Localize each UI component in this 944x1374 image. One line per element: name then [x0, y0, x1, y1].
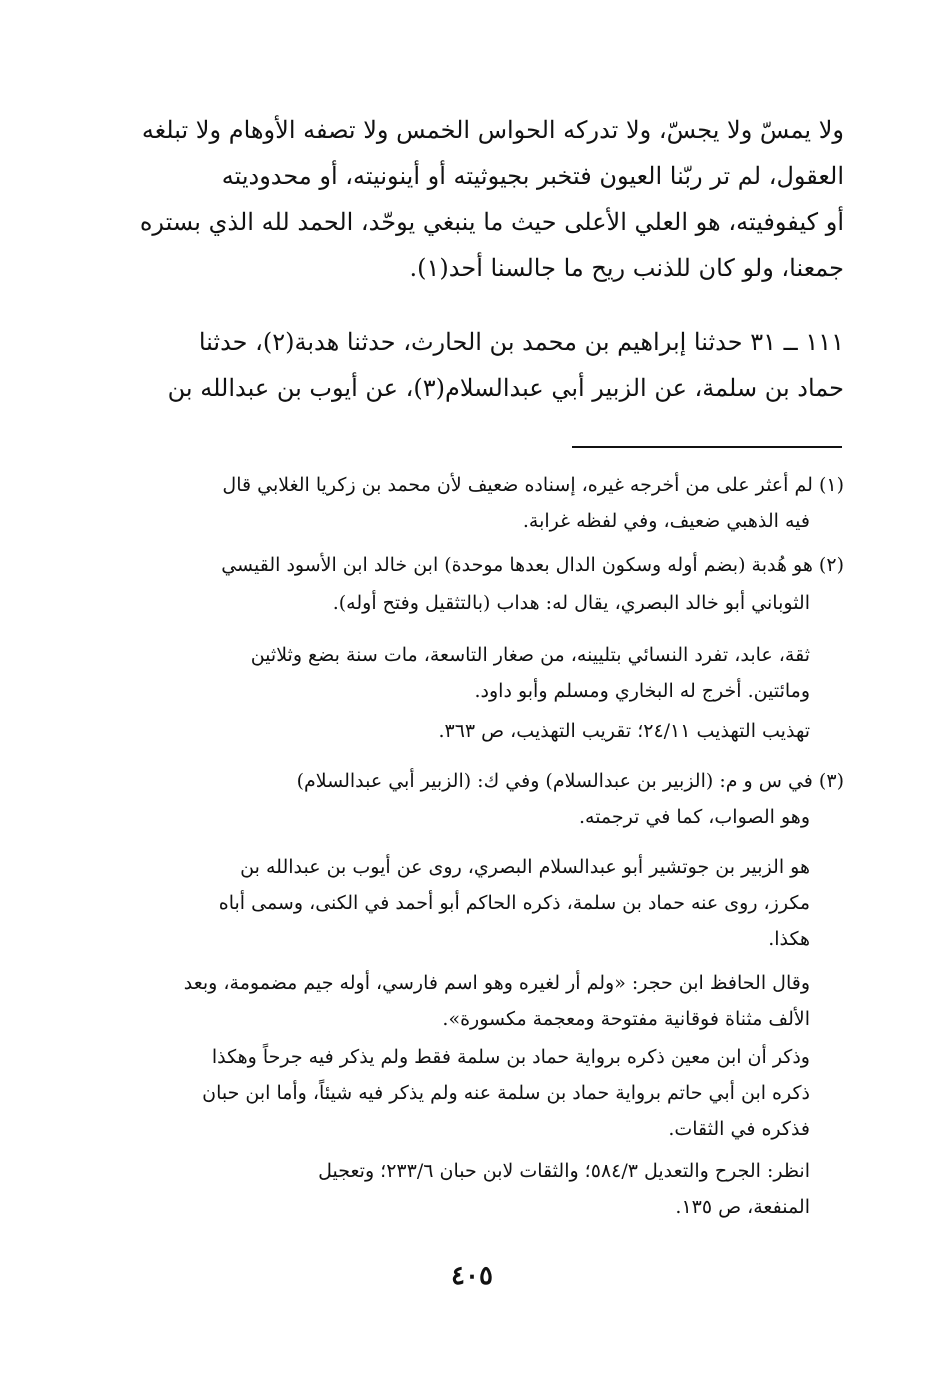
footnote-2-line: تهذيب التهذيب ٢٤/١١؛ تقريب التهذيب، ص ٣٦٣.: [438, 720, 810, 742]
footnote-3-line: (٣) في س و م: (الزبير بن عبدالسلام) وفي ك: (الزبير أبي عبدالسلام): [296, 770, 844, 792]
footnote-3-line: وقال الحافظ ابن حجر: «ولم أر لغيره وهو اسم فارسي، أوله جيم مضمومة، وبعد: [183, 972, 810, 994]
footnote-1-line: فيه الذهبي ضعيف، وفي لفظه غرابة.: [522, 510, 810, 532]
main-line: ١١١ ــ ٣١ حدثنا إبراهيم بن محمد بن الحارث، حدثنا هدبة(٢)، حدثنا: [198, 328, 844, 356]
footnote-3-line: وذكر أن ابن معين ذكره برواية حماد بن سلمة فقط ولم يذكر فيه جرحاً وهكذا: [211, 1046, 810, 1068]
footnote-separator: [572, 446, 842, 448]
footnote-3-line: مكرز، روى عنه حماد بن سلمة، ذكره الحاكم أبو أحمد في الكنى، وسمى أباه: [218, 892, 810, 914]
footnote-3-line: وهو الصواب، كما في ترجمته.: [578, 806, 810, 828]
main-line: ولا يمسّ ولا يجسّ، ولا تدركه الحواس الخمس ولا تصفه الأوهام ولا تبلغه: [141, 116, 844, 144]
footnote-3-line: انظر: الجرح والتعديل ٥٨٤/٣؛ والثقات لابن حبان ٢٣٣/٦؛ وتعجيل: [318, 1160, 810, 1182]
main-line: حماد بن سلمة، عن الزبير أبي عبدالسلام(٣)، عن أيوب بن عبدالله بن: [167, 374, 844, 402]
footnote-2-line: الثوباني أبو خالد البصري، يقال له: هداب (بالتثقيل وفتح أوله).: [332, 592, 810, 614]
main-line: جمعنا، ولو كان للذنب ريح ما جالسنا أحد(١).: [409, 254, 844, 282]
footnote-2-line: ثقة، عابد، تفرد النسائي بتليينه، من صغار التاسعة، مات سنة بضع وثلاثين: [250, 644, 810, 666]
footnote-2-line: (٢) هو هُدبة (بضم أوله وسكون الدال بعدها موحدة) ابن خالد ابن الأسود القيسي: [221, 554, 844, 576]
footnote-3-line: المنفعة، ص ١٣٥.: [675, 1196, 810, 1218]
footnote-1-line: (١) لم أعثر على من أخرجه غيره، إسناده ضعيف لأن محمد بن زكريا الغلابي قال: [222, 474, 844, 496]
main-line: العقول، لم تر ربّنا العيون فتخبر بجيوثيته أو أينونيته، أو محدوديته: [221, 162, 844, 190]
footnote-3-line: ذكره ابن أبي حاتم برواية حماد بن سلمة عنه ولم يذكر فيه شيئاً، وأما ابن حبان: [202, 1082, 810, 1104]
footnote-3-line: هكذا.: [768, 928, 810, 950]
main-line: أو كيفوفيته، هو العلي الأعلى حيث ما ينبغي يوحّد، الحمد لله الذي بستره: [139, 208, 844, 236]
page-number: ٤٠٥: [451, 1261, 493, 1291]
footnote-2-line: ومائتين. أخرج له البخاري ومسلم وأبو داود.: [474, 680, 810, 702]
footnote-3-line: الألف مثناة فوقانية مفتوحة ومعجمة مكسورة».: [442, 1008, 810, 1030]
footnote-3-line: فذكره في الثقات.: [668, 1118, 810, 1140]
footnote-3-line: هو الزبير بن جوتشير أبو عبدالسلام البصري، روى عن أيوب بن عبدالله بن: [240, 856, 810, 878]
